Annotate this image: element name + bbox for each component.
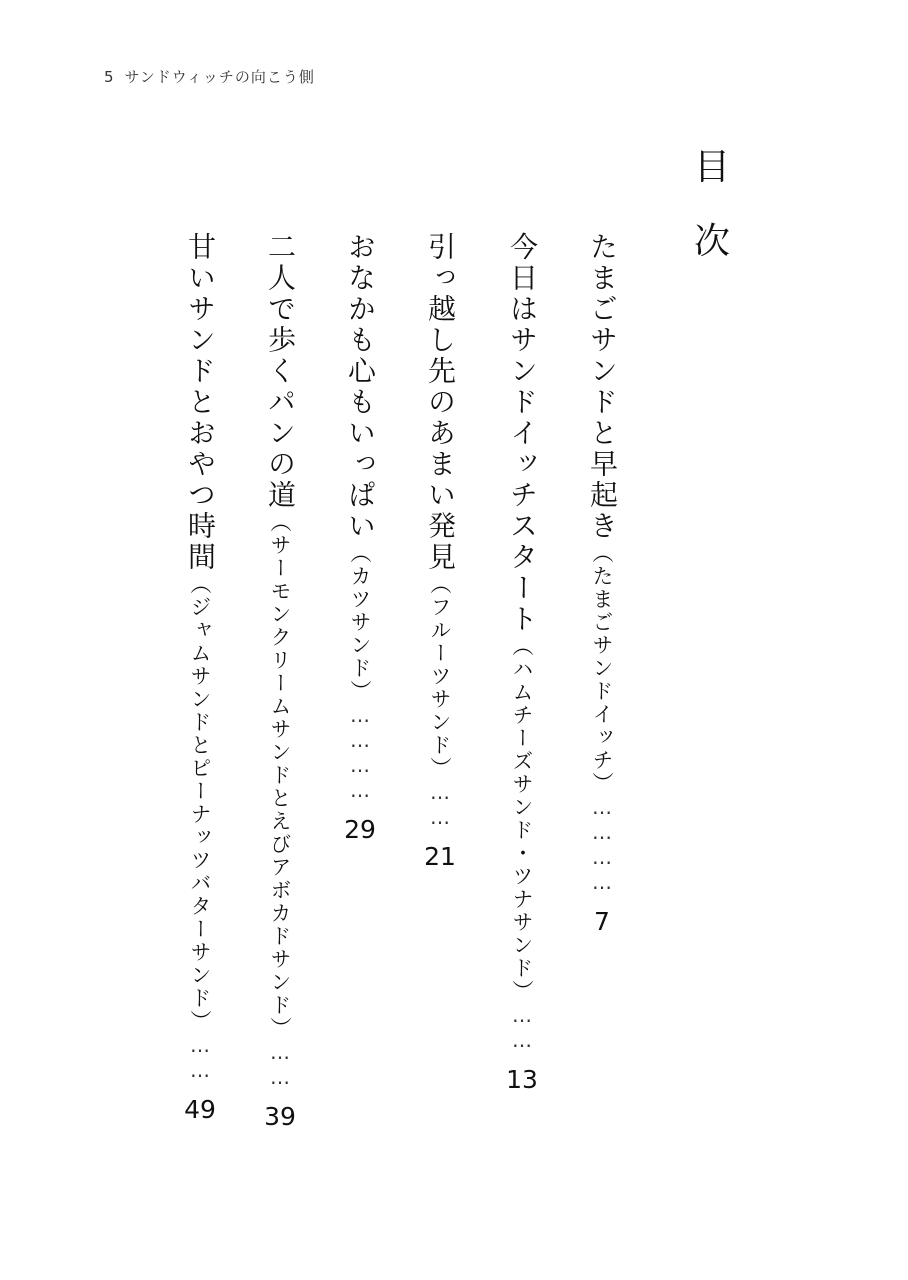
- toc-entry-leader: ……: [510, 1003, 534, 1053]
- toc-entry-subtitle: （カツサンド）: [348, 542, 372, 703]
- toc-entry-subtitle: （ジャムサンドとピーナッツバターサンド）: [188, 573, 212, 1033]
- toc-entry-subtitle: （たまごサンドイッチ）: [590, 542, 614, 795]
- toc-entry-title: 今日はサンドイッチスタート: [506, 232, 539, 635]
- toc-entry-leader: ……: [188, 1033, 212, 1083]
- toc-entry[interactable]: [260, 232, 300, 1131]
- toc-entry-subtitle: （ハムチーズサンド・ツナサンド）: [510, 635, 534, 1003]
- running-title: サンドウィッチの向こう側: [124, 68, 315, 86]
- toc-entry[interactable]: [180, 232, 220, 1124]
- toc-entry-leader: ……: [268, 1040, 292, 1090]
- toc-entry-leader: ……: [428, 780, 452, 830]
- toc-heading-char-1: 目: [693, 147, 730, 188]
- toc-entry[interactable]: [340, 232, 380, 844]
- running-header: [104, 66, 315, 87]
- toc-entry-page: 7: [594, 907, 610, 936]
- toc-entry-page: 21: [424, 842, 456, 871]
- toc-heading-char-2: 次: [693, 221, 730, 262]
- toc-entry-leader: …………: [348, 703, 372, 803]
- toc-entry-page: 13: [506, 1065, 538, 1094]
- toc-entry-title: 甘いサンドとおやつ時間: [184, 232, 217, 573]
- toc-entry-title: 二人で歩くパンの道: [264, 232, 297, 511]
- toc-entry-title: たまごサンドと早起き: [586, 232, 619, 542]
- toc-entry-leader: …………: [590, 795, 614, 895]
- toc-heading: [690, 147, 734, 262]
- toc-entry-subtitle: （フルーツサンド）: [428, 573, 452, 780]
- toc-entry-title: 引っ越し先のあまい発見: [424, 232, 457, 573]
- page-number: 5: [104, 68, 115, 86]
- toc-entry-page: 39: [264, 1102, 296, 1131]
- toc-entry-title: おなかも心もいっぱい: [344, 232, 377, 542]
- toc-entry-page: 49: [184, 1095, 216, 1124]
- toc-entry[interactable]: [502, 232, 542, 1094]
- toc-entry[interactable]: [420, 232, 460, 871]
- toc-entry-page: 29: [344, 815, 376, 844]
- toc-entry-subtitle: （サーモンクリームサンドとえびアボカドサンド）: [268, 511, 292, 1040]
- toc-entry[interactable]: [582, 232, 622, 936]
